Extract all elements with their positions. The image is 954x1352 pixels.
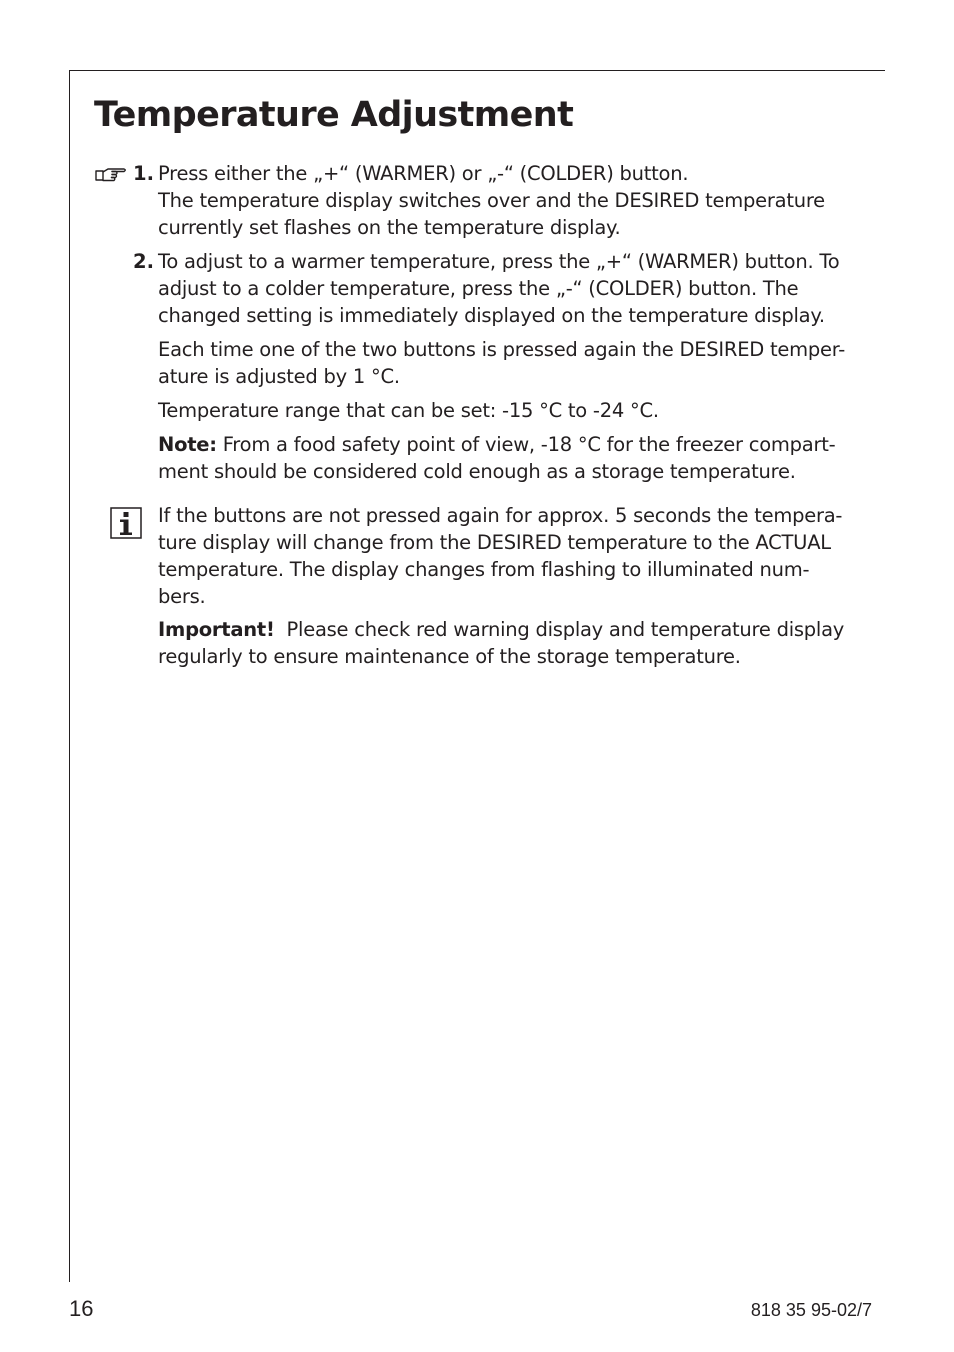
adjustment-line: ature is adjusted by 1 °C. bbox=[158, 365, 400, 389]
step-1-line: Press either the „+“ (WARMER) or „-“ (COLDER) button. bbox=[158, 162, 689, 185]
important-line-1 bbox=[158, 616, 878, 643]
page-number: 16 bbox=[69, 1296, 94, 1321]
important-label: Important! bbox=[158, 618, 275, 641]
step-2-line: To adjust to a warmer temperature, press the „+“ (WARMER) button. To bbox=[158, 250, 840, 273]
info-icon bbox=[110, 507, 142, 539]
step-2-number: 2. bbox=[133, 250, 154, 273]
important-paragraph bbox=[158, 616, 878, 670]
range-paragraph bbox=[158, 397, 878, 424]
top-rule bbox=[69, 70, 885, 71]
note-paragraph bbox=[158, 431, 878, 485]
step-1-number: 1. bbox=[133, 162, 154, 185]
step-2-line: adjust to a colder temperature, press the „-“ (COLDER) button. The bbox=[158, 277, 799, 301]
step-2-text bbox=[158, 248, 878, 329]
info-line: bers. bbox=[158, 585, 206, 609]
document-code: 818 35 95-02/7 bbox=[750, 1300, 872, 1320]
info-paragraph bbox=[158, 502, 878, 610]
step-2-line: changed setting is immediately displayed on the temperature display. bbox=[158, 304, 825, 328]
range-line: Temperature range that can be set: -15 °C to -24 °C. bbox=[158, 399, 659, 422]
info-line: temperature. The display changes from flashing to illuminated num- bbox=[158, 558, 810, 582]
step-1-line: The temperature display switches over and the DESIRED temperature bbox=[158, 189, 825, 213]
info-line: If the buttons are not pressed again for approx. 5 seconds the tempera- bbox=[158, 504, 843, 527]
step-1-line: currently set flashes on the temperature display. bbox=[158, 216, 621, 240]
important-line-2: regularly to ensure maintenance of the storage temperature. bbox=[158, 645, 741, 669]
adjustment-line: Each time one of the two buttons is pressed again the DESIRED temper- bbox=[158, 338, 846, 361]
info-line: ture display will change from the DESIRED temperature to the ACTUAL bbox=[158, 531, 831, 555]
note-label: Note: bbox=[158, 433, 217, 456]
important-text: Please check red warning display and temperature display bbox=[274, 618, 845, 641]
note-line-1 bbox=[158, 431, 878, 458]
pointing-hand-icon bbox=[94, 165, 128, 183]
left-rule bbox=[69, 70, 70, 1282]
step-1-text bbox=[158, 160, 878, 241]
note-line-2: ment should be considered cold enough as a storage temperature. bbox=[158, 460, 796, 484]
note-text: From a food safety point of view, -18 °C for the freezer compart- bbox=[216, 433, 836, 456]
adjustment-paragraph bbox=[158, 336, 878, 390]
page-title: Temperature Adjustment bbox=[94, 95, 574, 135]
